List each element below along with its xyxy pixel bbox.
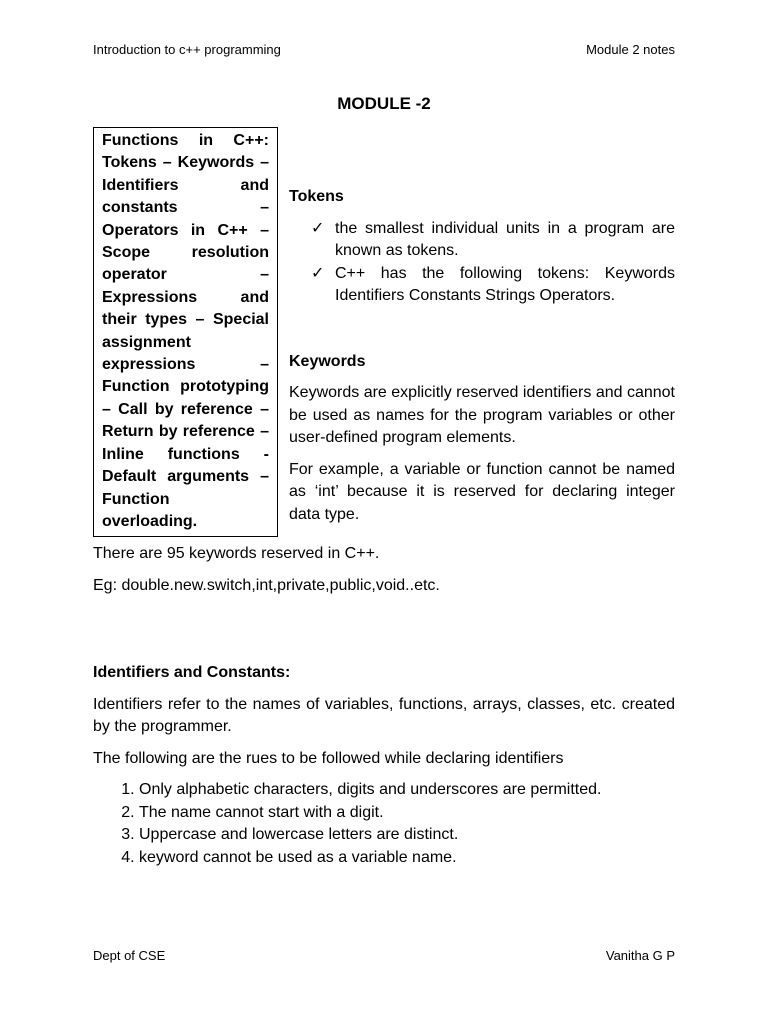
identifiers-heading: Identifiers and Constants: [93, 664, 291, 682]
keywords-list-example: Eg: double.new.switch,int,private,public,void..etc. [93, 576, 440, 594]
main-content [93, 127, 675, 869]
tokens-list [289, 218, 675, 308]
page-header [93, 42, 675, 58]
list-item [311, 218, 675, 263]
list-item-text: the smallest individual units in a program are known as tokens. [335, 219, 675, 259]
keywords-heading: Keywords [289, 352, 366, 370]
page-footer [93, 948, 675, 964]
list-item: 3. Uppercase and lowercase letters are distinct. [139, 824, 675, 847]
header-module-label: Module 2 notes [586, 42, 675, 57]
header-course-title: Introduction to c++ programming [93, 42, 281, 57]
identifier-rules-list [93, 779, 675, 869]
spacer [93, 597, 675, 662]
list-item: 2. The name cannot start with a digit. [139, 802, 675, 825]
list-item: 4. keyword cannot be used as a variable name. [139, 847, 675, 870]
page-title: MODULE -2 [337, 94, 431, 113]
list-item: 1. Only alphabetic characters, digits and underscores are permitted. [139, 779, 675, 802]
identifiers-rules-intro: The following are the rues to be followed while declaring identifiers [93, 749, 564, 767]
footer-department: Dept of CSE [93, 948, 166, 963]
keywords-count: There are 95 keywords reserved in C++. [93, 545, 380, 563]
checkmark-icon: ✓ [311, 219, 325, 237]
list-item-text: C++ has the following tokens: Keywords Identifiers Constants Strings Operators. [335, 264, 675, 304]
tokens-heading: Tokens [289, 188, 344, 205]
keywords-definition: Keywords are explicitly reserved identifiers and cannot be used as names for the program variables or other user-defined program elements. [289, 384, 675, 446]
keywords-example: For example, a variable or function cannot be named as ‘int’ because it is reserved for declaring integer data type. [289, 460, 675, 523]
syllabus-box: Functions in C++: Tokens – Keywords – Identifiers and constants – Operators in C++ – Scope resolution operator – Expressions and their types – Special assignment expressions – Function prototyping – Call by reference – Return by reference – Inline functions - Default arguments – Function overloading. [93, 127, 278, 537]
footer-author: Vanitha G P [605, 948, 675, 963]
list-item [311, 263, 675, 308]
checkmark-icon: ✓ [311, 264, 325, 282]
identifiers-definition: Identifiers refer to the names of variables, functions, arrays, classes, etc. created by the programmer. [93, 695, 675, 736]
